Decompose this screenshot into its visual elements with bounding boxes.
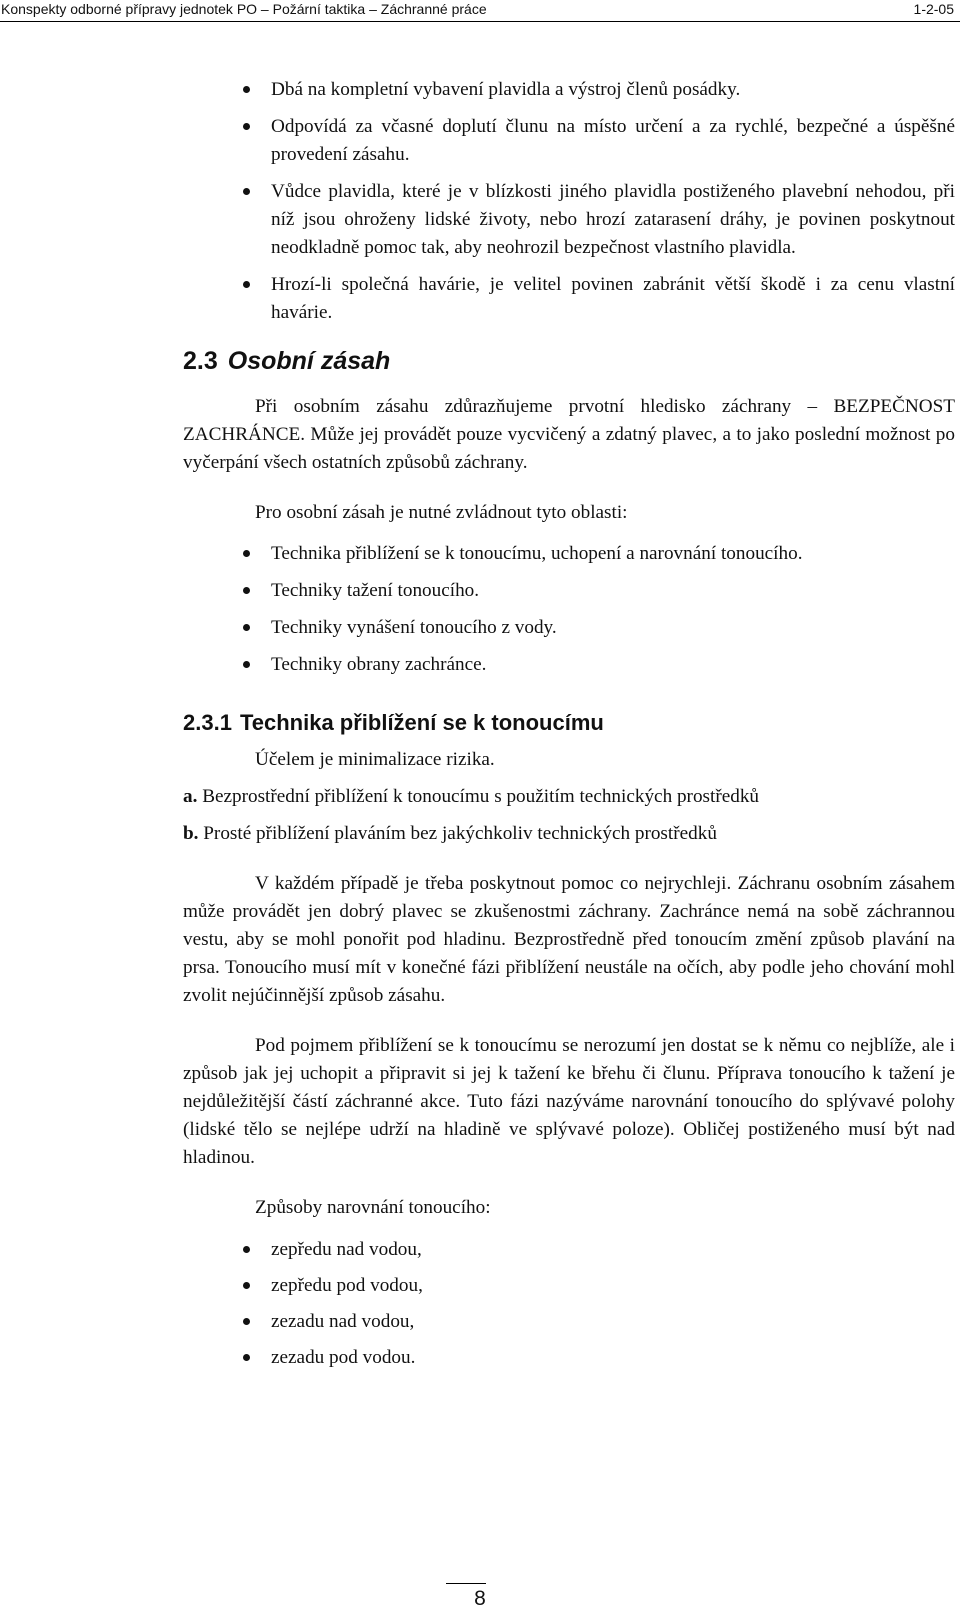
section-paragraph-lead: Pro osobní zásah je nutné zvládnout tyto oblasti: — [255, 502, 628, 523]
list-item: Odpovídá za včasné doplutí člunu na místo určení a za rychlé, bezpečné a úspěšné provedení zásahu. — [183, 113, 955, 169]
list-item: Dbá na kompletní vybavení plavidla a výstroj členů posádky. — [183, 76, 955, 104]
ways-list — [183, 1236, 955, 1372]
subsection-intro: Účelem je minimalizace rizika. — [255, 749, 495, 770]
point-a — [183, 783, 955, 811]
section-heading-2-3 — [183, 346, 955, 376]
list-item: Techniky tažení tonoucího. — [183, 577, 955, 605]
list-item: zepředu nad vodou, — [183, 1236, 955, 1264]
page-number: 8 — [474, 1587, 486, 1610]
list-item: zezadu nad vodou, — [183, 1308, 955, 1336]
list-item: zezadu pod vodou. — [183, 1344, 955, 1372]
list-item: Hrozí-li společná havárie, je velitel povinen zabránit větší škodě i za cenu vlastní havárie. — [183, 271, 955, 327]
subsection-number: 2.3.1 — [183, 710, 232, 735]
list-item: Techniky vynášení tonoucího z vody. — [183, 614, 955, 642]
subsection-paragraph: Pod pojmem přiblížení se k tonoucímu se nerozumí jen dostat se k němu co nejblíže, ale i způsob jak jej uchopit a připravit si jej k tažení ke břehu či člunu. Příprava tonoucího k tažení je nejdůležitější částí záchranné akce. Tuto fázi nazýváme narovnání tonoucího do splývavé polohy (lidské tělo se nejlépe udrží na hladině ve splývavé poloze). Obličej postiženého musí být nad hladinou. — [183, 1035, 955, 1168]
section-title: Osobní zásah — [227, 347, 391, 375]
subsection-title: Technika přiblížení se k tonoucímu — [239, 710, 604, 735]
subsection-heading-2-3-1 — [183, 709, 955, 737]
footer-divider — [446, 1583, 486, 1584]
list-item: zepředu pod vodou, — [183, 1272, 955, 1300]
point-a-label: a. — [183, 786, 198, 807]
ways-intro: Způsoby narovnání tonoucího: — [255, 1197, 491, 1218]
section-paragraph: Při osobním zásahu zdůrazňujeme prvotní hledisko záchrany – BEZPEČNOST ZACHRÁNCE. Může jej provádět pouze vycvičený a zdatný plavec, a to jako poslední možnost po vyčerpání všech ostatních způsobů záchrany. — [183, 396, 955, 473]
requirements-list — [183, 540, 955, 679]
header-title: Konspekty odborné přípravy jednotek PO – Požární taktika – Záchranné práce — [1, 1, 487, 17]
top-bullet-list — [183, 76, 955, 327]
running-header — [0, 0, 960, 22]
subsection-paragraph: V každém případě je třeba poskytnout pomoc co nejrychleji. Záchranu osobním zásahem může provádět jen dobrý plavec se zkušenostmi záchrany. Zachránce nemá na sobě záchrannou vestu, aby se mohl ponořit pod hladinu. Bezprostředně před tonoucím změní způsob plavání na prsa. Tonoucího musí mít v konečné fázi přiblížení neustále na očích, aby podle jeho chování mohl zvolit nejúčinnější způsob zásahu. — [183, 873, 955, 1006]
header-code: 1-2-05 — [913, 1, 954, 17]
list-item: Technika přiblížení se k tonoucímu, uchopení a narovnání tonoucího. — [183, 540, 955, 568]
point-b-label: b. — [183, 823, 199, 844]
point-b-text: Prosté přiblížení plaváním bez jakýchkoliv technických prostředků — [203, 823, 717, 844]
list-item: Vůdce plavidla, které je v blízkosti jiného plavidla postiženého plavební nehodou, při níž jsou ohroženy lidské životy, nebo hrozí zatarasení dráhy, je povinen poskytnout neodkladně pomoc tak, aby neohrozil bezpečnost vlastního plavidla. — [183, 178, 955, 262]
page-content — [183, 76, 955, 1380]
list-item: Techniky obrany zachránce. — [183, 651, 955, 679]
point-b — [183, 820, 955, 848]
point-a-text: Bezprostřední přiblížení k tonoucímu s použitím technických prostředků — [202, 786, 760, 807]
section-number: 2.3 — [183, 347, 218, 375]
